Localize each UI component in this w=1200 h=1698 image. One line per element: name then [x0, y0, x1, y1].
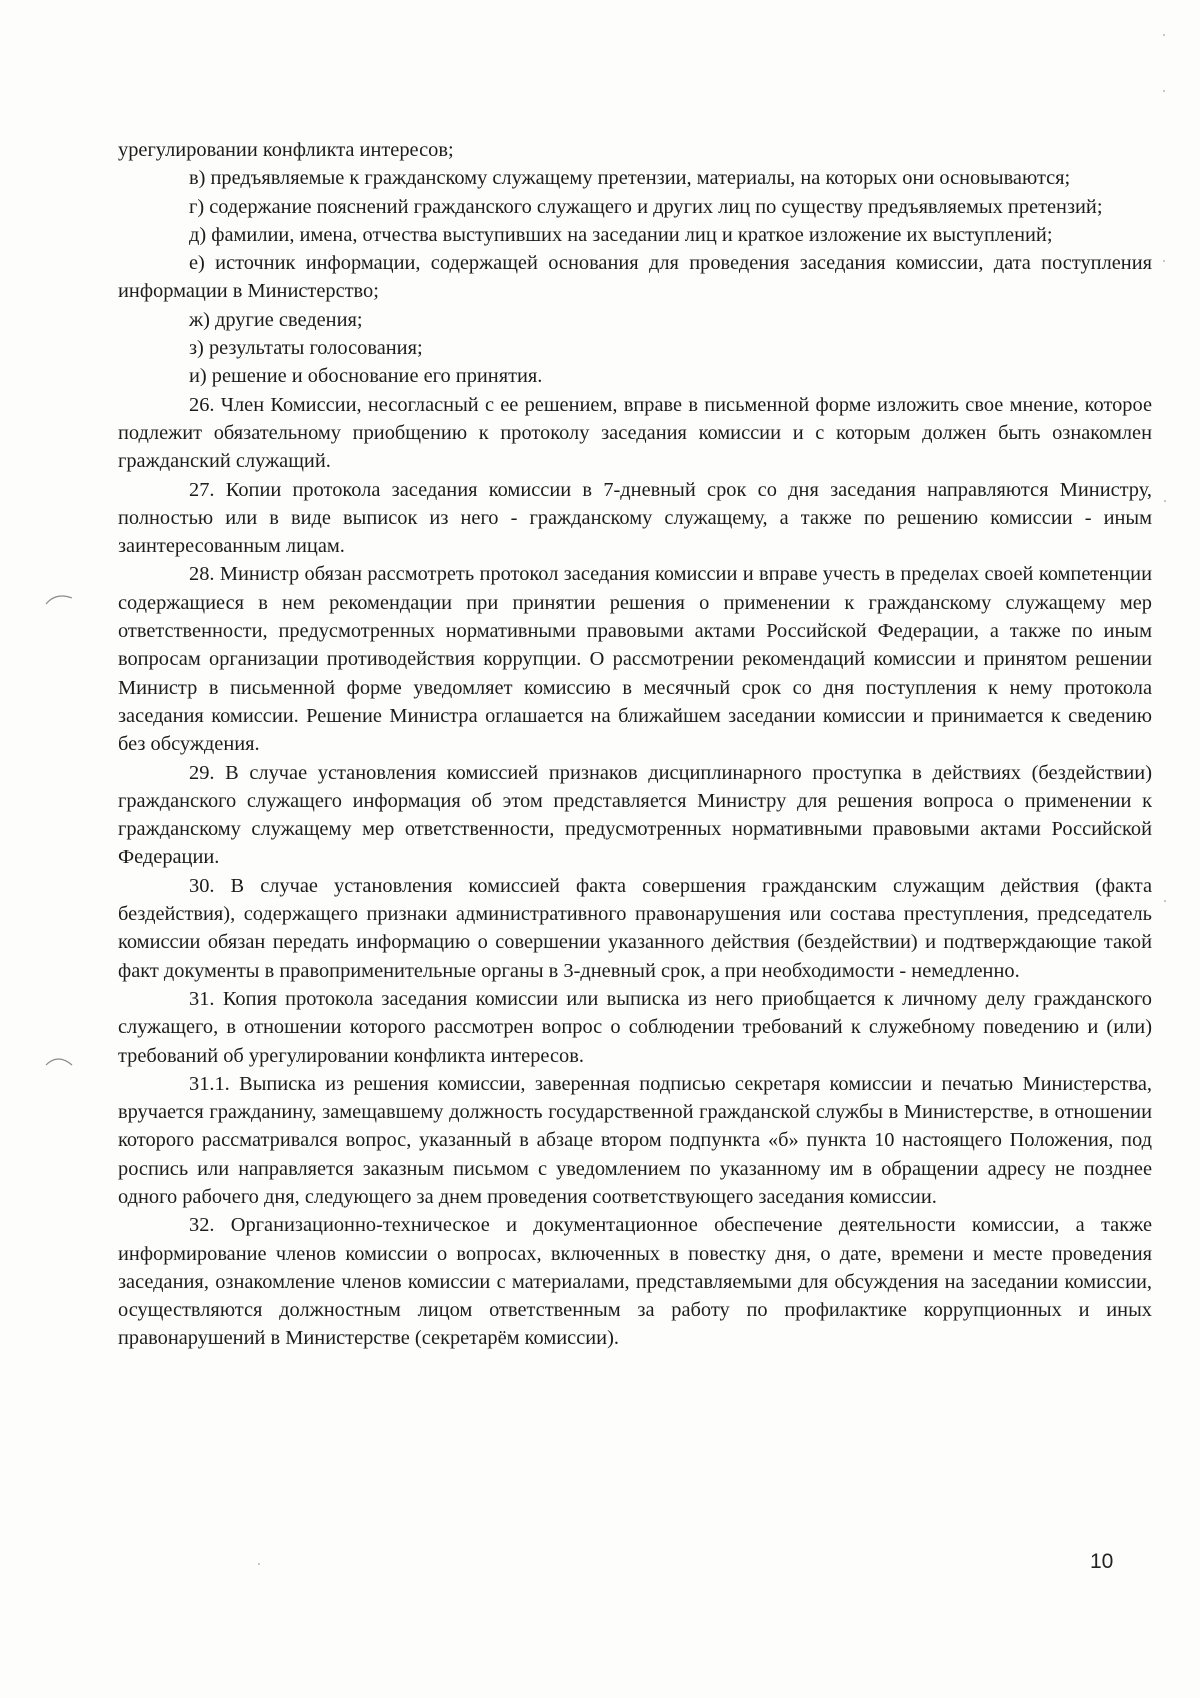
scan-speck: [1163, 34, 1165, 36]
page-number: 10: [1090, 1550, 1114, 1573]
list-item-z: з) результаты голосования;: [189, 337, 423, 360]
list-item-i: и) решение и обоснование его принятия.: [189, 365, 543, 388]
list-item-g: г) содержание пояснений гражданского служащего и других лиц по существу предъявляемых претензий;: [189, 195, 1103, 218]
clause-30: 30. В случае установления комиссией факта совершения гражданским служащим действия (факта бездействия), содержащего признаки административного правонарушения или состава преступления, председатель комиссии обязан передать информацию о совершении указанного действия (бездействии) и подтверждающие такой факт документы в правоприменительные органы в 3-дневный срок, а при необходимости - немедленно.: [118, 874, 1152, 982]
scan-speck: [1164, 900, 1166, 902]
scan-speck: [1163, 260, 1165, 262]
paragraph-continuation: урегулировании конфликта интересов;: [118, 139, 454, 161]
clause-29: 29. В случае установления комиссией признаков дисциплинарного проступка в действиях (бездействии) гражданского служащего информация об этом представляется Министру для решения вопроса о применении к гражданскому служащему мер ответственности, предусмотренных нормативными правовыми актами Российской Федерации.: [118, 761, 1152, 869]
list-item-d: д) фамилии, имена, отчества выступивших на заседании лиц и краткое изложение их выступлений;: [189, 223, 1053, 246]
list-item-v: в) предъявляемые к гражданскому служащему претензии, материалы, на которых они основываются;: [189, 167, 1071, 190]
clause-31: 31. Копия протокола заседания комиссии или выписка из него приобщается к личному делу гражданского служащего, в отношении которого рассмотрен вопрос о соблюдении требований к служебному поведению и (или) требований об урегулировании конфликта интересов.: [118, 987, 1152, 1067]
clause-32: 32. Организационно-техническое и документационное обеспечение деятельности комиссии, а также информирование членов комиссии о вопросах, включенных в повестку дня, о дате, времени и месте проведения заседания, ознакомление членов комиссии с материалами, представляемыми для обсуждения на заседании комиссии, осуществляются должностным лицом ответственным за работу по профилактике коррупционных и иных правонарушений в Министерстве (секретарём комиссии).: [118, 1214, 1152, 1350]
clause-26: 26. Член Комиссии, несогласный с ее решением, вправе в письменной форме изложить свое мнение, которое подлежит обязательному приобщению к протоколу заседания комиссии и с которым должен быть ознакомлен гражданский служащий.: [118, 393, 1152, 473]
clause-31-1: 31.1. Выписка из решения комиссии, заверенная подписью секретаря комиссии и печатью Министерства, вручается гражданину, замещавшему должность государственной гражданской службы в Министерстве, в отношении которого рассматривался вопрос, указанный в абзаце втором подпункта «б» пункта 10 настоящего Положения, под роспись или направляется заказным письмом с уведомлением по указанному им в обращении адресу не позднее одного рабочего дня, следующего за днем проведения соответствующего заседания комиссии.: [118, 1072, 1152, 1208]
scan-speck: [1163, 90, 1165, 92]
document-body: [118, 136, 1152, 1353]
list-item-e: е) источник информации, содержащей основания для проведения заседания комиссии, дата поступления информации в Министерство;: [118, 252, 1152, 303]
list-item-zh: ж) другие сведения;: [189, 308, 363, 331]
clause-28: 28. Министр обязан рассмотреть протокол заседания комиссии и вправе учесть в пределах своей компетенции содержащиеся в нем рекомендации при принятии решения о применении к гражданскому служащему мер ответственности, предусмотренных нормативными правовыми актами Российской Федерации, а также по иным вопросам организации противодействия коррупции. О рассмотрении рекомендаций комиссии и принятом решении Министр в письменной форме уведомляет комиссию в месячный срок со дня поступления к нему протокола заседания комиссии. Решение Министра оглашается на ближайшем заседании комиссии и принимается к сведению без обсуждения.: [118, 563, 1152, 756]
clause-27: 27. Копии протокола заседания комиссии в 7-дневный срок со дня заседания направляются Министру, полностью или в виде выписок из него - гражданскому служащему, а также по решению комиссии - иным заинтересованным лицам.: [118, 478, 1152, 558]
scan-mark-arc-upper: [44, 590, 74, 606]
scan-speck: [1164, 500, 1166, 502]
scan-mark-arc-lower: [44, 1053, 74, 1069]
scan-speck: [258, 1563, 260, 1565]
